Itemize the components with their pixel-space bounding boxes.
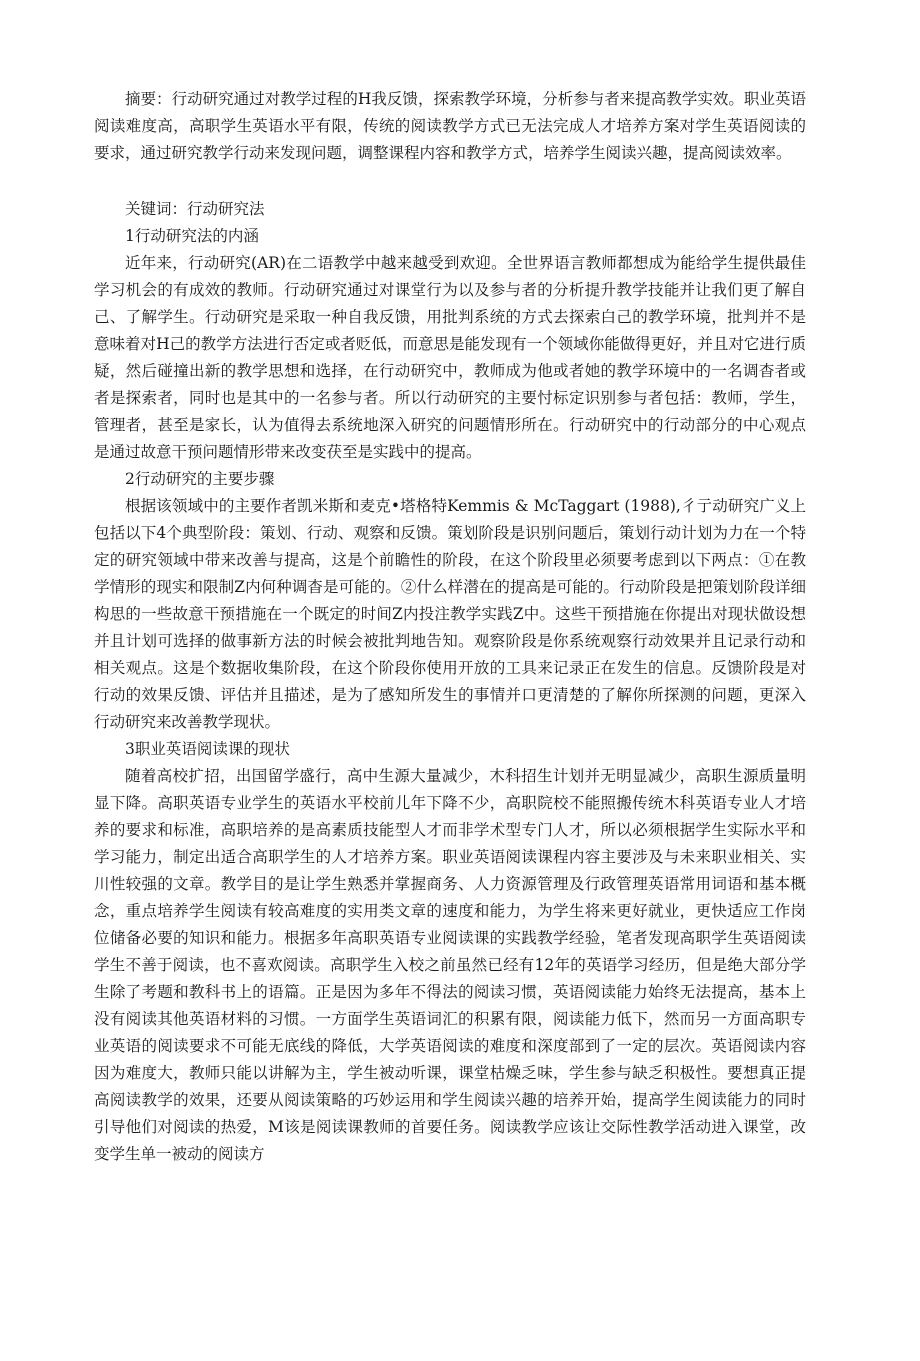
section-3-paragraph: 随着高校扩招，出国留学盛行，高中生源大量减少，木科招生计划并无明显减少，高职生源质量明显下降。高职英语专业学生的英语水平校前儿年下降不少，高职院校不能照搬传统木科英语专业人才培养的要求和标准，高职培养的是高素质技能型人才而非学术型专门人才，所以必须根据学生实际水平和学习能力，制定出适合高职学生的人才培养方案。职业英语阅读课程内容主要涉及与未来职业相关、实川性较强的文章。教学目的是让学生熟悉并掌握商务、人力资源管理及行政管理英语常用词语和基本概念，重点培养学生阅读有较高难度的实用类文章的速度和能力，为学生将来更好就业，更快适应工作岗位储备必要的知识和能力。根据多年高职英语专业阅读课的实践教学经验，笔者发现高职学生英语阅读学生不善于阅读，也不喜欢阅读。高职学生入校之前虽然已经有12年的英语学习经历，但是绝大部分学生除了考题和教科书上的语篇。正是因为多年不得法的阅读习惯，英语阅读能力始终无法提高，基本上没有阅读其他英语材料的习惯。一方面学生英语词汇的积累有限，阅读能力低下，然而另一方面高职专业英语的阅读要求不可能无底线的降低，大学英语阅读的难度和深度部到了一定的层次。英语阅读内容因为难度大，教师只能以讲解为主，学生被动听课，课堂枯燥乏味，学生参与缺乏积极性。要想真正提高阅读教学的效果，还要从阅读策略的巧妙运用和学生阅读兴趣的培养开始，提高学生阅读能力的同时引导他们对阅读的热爱，M该是阅读课教师的首要任务。阅读教学应该让交际性教学活动进入课堂，改变学生单一被动的阅读方 [94,767,806,1163]
keywords-line: 关键词：行动研究法 [125,200,265,218]
section-2-heading: 2行动研究的主要步骤 [125,470,275,488]
document-page [94,86,806,1168]
section-3-heading: 3职业英语阅读课的现状 [125,740,290,758]
section-1-paragraph: 近年来，行动研究(AR)在二语教学中越来越受到欢迎。全世界语言教师都想成为能给学生提供最佳学习机会的有成效的教师。行动研究通过对课堂行为以及参与者的分析提升教学技能并让我们更了解自己、了解学生。行动研究是采取一种自我反馈，用批判系统的方式去探索白己的教学环境，批判并不是意味着对H己的教学方法进行否定或者贬低，而意思是能发现有一个领域你能做得更好，并且对它进行质疑，然后碰撞出新的教学思想和选择，在行动研究中，教师成为他或者她的教学环境中的一名调杳者或者是探索者，同时也是其中的一名参与者。所以行动研究的主要忖标定识别参与者包括：教师，学生，管理者，甚至是家长，认为值得去系统地深入研究的问题情形所在。行动研究中的行动部分的中心观点是通过故意干预问题情形带来改变茯至是实践中的提高。 [94,254,806,461]
abstract-paragraph: 摘要：行动研究通过对教学过程的H我反馈，探索教学环境，分析参与者来提高教学实效。职业英语阅读难度高，高职学生英语水平有限，传统的阅读教学方式已无法完成人才培养方案对学生英语阅读的要求，通过研究教学行动来发现问题，调整课程内容和教学方式，培养学生阅读兴趣，提高阅读效率。 [94,90,806,162]
section-2-paragraph: 根据该领域中的主要作者凯米斯和麦克•塔格特Kemmis & McTaggart (1988),彳亍动研究广义上包括以下4个典型阶段：策划、行动、观察和反馈。策划阶段是识别问题后，策划行动计划为力在一个特定的研究领域中带来改善与提高，这是个前瞻性的阶段，在这个阶段里必须要考虑到以下两点：①在教学情形的现实和限制Z内何种调杳是可能的。②什么样潜在的提高是可能的。行动阶段是把策划阶段详细构思的一些故意干预措施在一个既定的时间Z内投注教学实践Z中。这些干预措施在你提出对现状做设想并且计划可选择的做事新方法的时候会被批判地告知。观察阶段是你系统观察行动效果并且记录行动和相关观点。这是个数据收集阶段，在这个阶段你使用开放的工具来记录正在发生的信息。反馈阶段是对行动的效果反馈、评估并且描述，是为了感知所发生的事情并口更清楚的了解你所探测的问题，更深入行动研究来改善教学现状。 [94,497,806,731]
section-1-heading: 1行动研究法的内涵 [125,227,259,245]
